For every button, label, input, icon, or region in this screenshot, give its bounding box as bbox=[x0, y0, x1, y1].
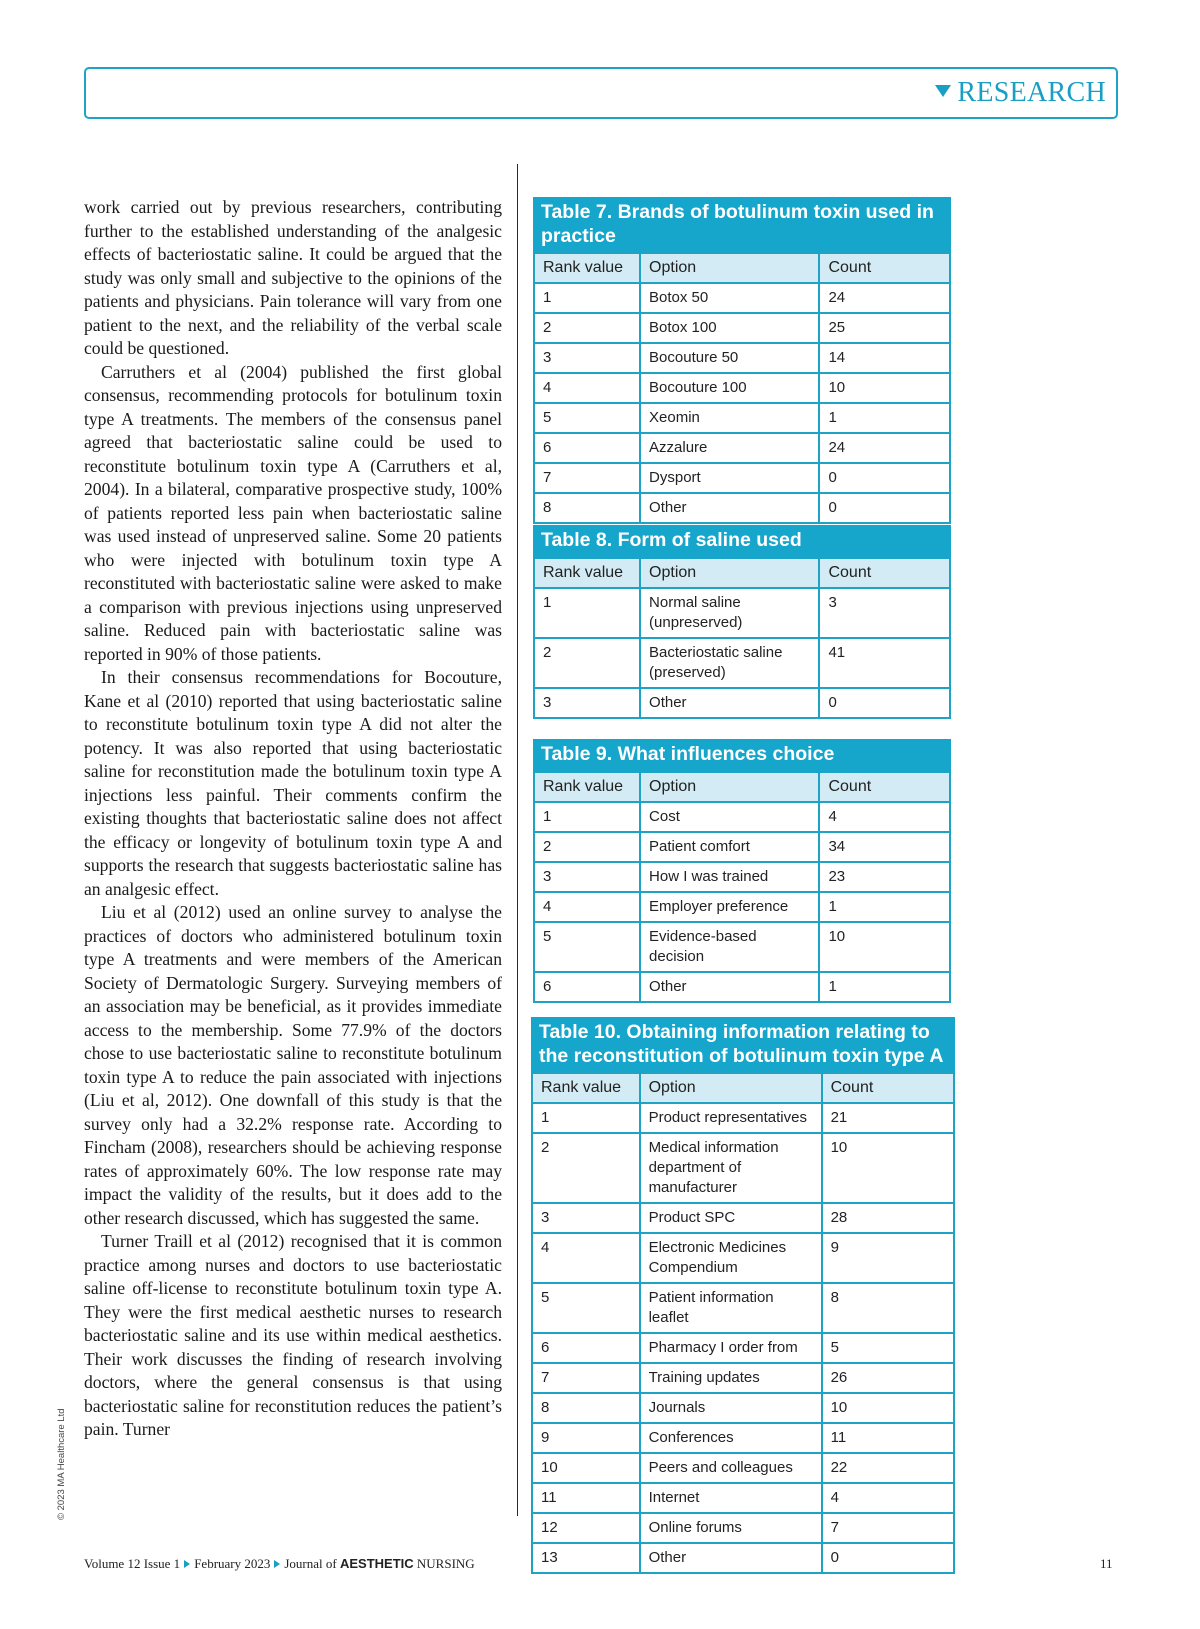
table-caption: Table 9. What influences choice bbox=[533, 739, 951, 771]
column-header: Count bbox=[819, 558, 950, 588]
table-header-row bbox=[534, 253, 950, 283]
table-cell: 9 bbox=[822, 1233, 954, 1283]
page-number: 11 bbox=[1100, 1556, 1113, 1571]
table-cell: 4 bbox=[532, 1233, 640, 1283]
table-row bbox=[534, 972, 950, 1002]
table-cell: Other bbox=[640, 493, 819, 523]
column-header: Rank value bbox=[534, 558, 640, 588]
table-cell: 6 bbox=[534, 972, 640, 1002]
table-cell: 25 bbox=[819, 313, 950, 343]
body-paragraph: Turner Traill et al (2012) recognised that it is common practice among nurses and doctors to use bacteriostatic saline off-license to reconstitute botulinum toxin type A. They were the first medical aesthetic nurses to research bacteriostatic saline and its use within medical aesthetics. Their work discusses the finding of research involving doctors, where the general consensus is that using bacteriostatic saline for reconstitution reduces the patient’s pain. Turner bbox=[84, 1231, 502, 1439]
table-row bbox=[534, 433, 950, 463]
table-cell: 7 bbox=[534, 463, 640, 493]
table-cell: 9 bbox=[532, 1423, 640, 1453]
article-body-column bbox=[84, 196, 502, 1442]
table-row bbox=[532, 1543, 954, 1573]
table-row bbox=[532, 1333, 954, 1363]
table-cell: Product representatives bbox=[640, 1103, 822, 1133]
column-header: Rank value bbox=[534, 253, 640, 283]
table-cell: Conferences bbox=[640, 1423, 822, 1453]
table-cell: Botox 50 bbox=[640, 283, 819, 313]
table-cell: 8 bbox=[822, 1283, 954, 1333]
table-cell: Peers and colleagues bbox=[640, 1453, 822, 1483]
table-cell: 4 bbox=[534, 373, 640, 403]
table-9 bbox=[533, 739, 951, 1003]
table-cell: Patient comfort bbox=[640, 832, 819, 862]
body-paragraph: work carried out by previous researchers, contributing further to the established understanding of the analgesic effects of bacteriostatic saline. It could be argued that the study was only small and subjective to the opinions of the patients and physicians. Pain tolerance will vary from one patient to the next, and the reliability of the verbal scale could be questioned. bbox=[84, 197, 502, 358]
footer-volume: Volume 12 Issue 1 bbox=[84, 1556, 181, 1571]
column-header: Rank value bbox=[532, 1073, 640, 1103]
column-header: Option bbox=[640, 1073, 822, 1103]
footer bbox=[84, 1556, 475, 1572]
table-cell: 5 bbox=[534, 922, 640, 972]
column-header: Count bbox=[819, 253, 950, 283]
table-cell: 6 bbox=[532, 1333, 640, 1363]
table-cell: 0 bbox=[819, 493, 950, 523]
column-header: Option bbox=[640, 253, 819, 283]
table-cell: 1 bbox=[819, 403, 950, 433]
table-cell: 1 bbox=[819, 972, 950, 1002]
table-row bbox=[534, 922, 950, 972]
table-row bbox=[532, 1363, 954, 1393]
table-cell: Cost bbox=[640, 802, 819, 832]
table-cell: Employer preference bbox=[640, 892, 819, 922]
table-row bbox=[534, 313, 950, 343]
table-header-row bbox=[532, 1073, 954, 1103]
table-row bbox=[534, 343, 950, 373]
arrow-right-icon bbox=[274, 1560, 280, 1568]
copyright-notice: © 2023 MA Healthcare Ltd bbox=[56, 1408, 67, 1520]
body-paragraph: In their consensus recommendations for Bocouture, Kane et al (2010) reported that using bacteriostatic saline to reconstitute botulinum toxin type A did not alter the potency. It was also reported that using bacteriostatic saline for reconstitution made the botulinum toxin type A injections less painful. Their comments confirm the existing thoughts that bacteriostatic saline does not affect the efficacy or longevity of botulinum toxin type A and supports the research that suggests bacteriostatic saline has an analgesic effect. bbox=[84, 667, 502, 899]
table-cell: 0 bbox=[819, 463, 950, 493]
table-cell: 5 bbox=[822, 1333, 954, 1363]
table-row bbox=[532, 1133, 954, 1203]
table-7 bbox=[533, 197, 951, 524]
table-cell: Other bbox=[640, 1543, 822, 1573]
table-cell: 10 bbox=[819, 922, 950, 972]
table-8 bbox=[533, 525, 951, 719]
table-cell: Online forums bbox=[640, 1513, 822, 1543]
table-cell: 1 bbox=[534, 588, 640, 638]
table-cell: 10 bbox=[822, 1133, 954, 1203]
table-cell: 28 bbox=[822, 1203, 954, 1233]
table-cell: 5 bbox=[532, 1283, 640, 1333]
table-cell: 1 bbox=[532, 1103, 640, 1133]
footer-journal-suffix: NURSING bbox=[413, 1556, 475, 1571]
table-cell: Patient information leaflet bbox=[640, 1283, 822, 1333]
table-cell: 7 bbox=[822, 1513, 954, 1543]
table-cell: 4 bbox=[819, 802, 950, 832]
table-cell: 3 bbox=[532, 1203, 640, 1233]
table-cell: 3 bbox=[534, 862, 640, 892]
table-cell: Bocouture 100 bbox=[640, 373, 819, 403]
table-10 bbox=[531, 1017, 955, 1574]
table-row bbox=[534, 403, 950, 433]
table-cell: 24 bbox=[819, 433, 950, 463]
table-cell: 34 bbox=[819, 832, 950, 862]
table-cell: Product SPC bbox=[640, 1203, 822, 1233]
table-row bbox=[534, 588, 950, 638]
table-cell: 0 bbox=[822, 1543, 954, 1573]
table-cell: Evidence-based decision bbox=[640, 922, 819, 972]
table-cell: 3 bbox=[819, 588, 950, 638]
table-row bbox=[534, 373, 950, 403]
table-cell: 5 bbox=[534, 403, 640, 433]
table-cell: Other bbox=[640, 688, 819, 718]
table-cell: 3 bbox=[534, 343, 640, 373]
table-cell: 8 bbox=[532, 1393, 640, 1423]
table-cell: Electronic Medicines Compendium bbox=[640, 1233, 822, 1283]
table-cell: Bacteriostatic saline (preserved) bbox=[640, 638, 819, 688]
table-cell: 24 bbox=[819, 283, 950, 313]
table-caption: Table 7. Brands of botulinum toxin used in practice bbox=[533, 197, 951, 252]
table-cell: 7 bbox=[532, 1363, 640, 1393]
table-cell: Azzalure bbox=[640, 433, 819, 463]
table-cell: Bocouture 50 bbox=[640, 343, 819, 373]
table-cell: 12 bbox=[532, 1513, 640, 1543]
table-cell: Other bbox=[640, 972, 819, 1002]
column-header: Count bbox=[819, 772, 950, 802]
table-cell: 11 bbox=[532, 1483, 640, 1513]
column-header: Option bbox=[640, 558, 819, 588]
table-cell: 41 bbox=[819, 638, 950, 688]
table-cell: Internet bbox=[640, 1483, 822, 1513]
table-cell: 3 bbox=[534, 688, 640, 718]
table-cell: 6 bbox=[534, 433, 640, 463]
table-row bbox=[532, 1393, 954, 1423]
table-cell: 2 bbox=[534, 832, 640, 862]
table-caption: Table 8. Form of saline used bbox=[533, 525, 951, 557]
table-cell: 23 bbox=[819, 862, 950, 892]
table-row bbox=[534, 638, 950, 688]
table-cell: 2 bbox=[534, 313, 640, 343]
table-cell: 4 bbox=[534, 892, 640, 922]
arrow-right-icon bbox=[184, 1560, 190, 1568]
table-row bbox=[532, 1283, 954, 1333]
table-row bbox=[534, 283, 950, 313]
table-row bbox=[532, 1103, 954, 1133]
table-cell: 0 bbox=[819, 688, 950, 718]
column-divider bbox=[517, 164, 518, 1516]
table-cell: 13 bbox=[532, 1543, 640, 1573]
section-label bbox=[935, 79, 1106, 107]
table-cell: Dysport bbox=[640, 463, 819, 493]
footer-journal-prefix: Journal of bbox=[284, 1556, 340, 1571]
footer-journal-bold: AESTHETIC bbox=[339, 1556, 414, 1571]
table-caption: Table 10. Obtaining information relating to the reconstitution of botulinum toxin type A bbox=[531, 1017, 955, 1072]
table-row bbox=[534, 832, 950, 862]
table-cell: 10 bbox=[532, 1453, 640, 1483]
section-label-text: RESEARCH bbox=[957, 77, 1106, 108]
table-row bbox=[534, 862, 950, 892]
table-row bbox=[534, 688, 950, 718]
table-cell: 10 bbox=[822, 1393, 954, 1423]
table-cell: 10 bbox=[819, 373, 950, 403]
table-cell: 14 bbox=[819, 343, 950, 373]
table-cell: 1 bbox=[534, 283, 640, 313]
column-header: Count bbox=[822, 1073, 954, 1103]
triangle-down-icon bbox=[935, 85, 951, 97]
table-cell: 1 bbox=[819, 892, 950, 922]
table-cell: Journals bbox=[640, 1393, 822, 1423]
body-paragraph: Carruthers et al (2004) published the first global consensus, recommending protocols for botulinum toxin type A treatments. The members of the consensus panel agreed that bacteriostatic saline could be used to reconstitute botulinum toxin type A (Carruthers et al, 2004). In a bilateral, comparative prospective study, 100% of patients reported less pain when bacteriostatic saline was used instead of unpreserved saline. Some 20 patients who were injected with botulinum toxin type A reconstituted with bacteriostatic saline were asked to make a comparison with previous injections using unpreserved saline. Reduced pain with bacteriostatic saline was reported in 90% of those patients. bbox=[84, 361, 502, 664]
table-cell: Medical information department of manufacturer bbox=[640, 1133, 822, 1203]
table-header-row bbox=[534, 772, 950, 802]
table-cell: 8 bbox=[534, 493, 640, 523]
table-row bbox=[532, 1233, 954, 1283]
section-header-box bbox=[84, 67, 1118, 119]
table-cell: 26 bbox=[822, 1363, 954, 1393]
table-cell: 2 bbox=[534, 638, 640, 688]
table-cell: 11 bbox=[822, 1423, 954, 1453]
table-cell: 1 bbox=[534, 802, 640, 832]
table-cell: 2 bbox=[532, 1133, 640, 1203]
table-cell: How I was trained bbox=[640, 862, 819, 892]
table-row bbox=[532, 1423, 954, 1453]
table-row bbox=[534, 802, 950, 832]
table-row bbox=[532, 1203, 954, 1233]
table-cell: Xeomin bbox=[640, 403, 819, 433]
table-header-row bbox=[534, 558, 950, 588]
table-row bbox=[532, 1483, 954, 1513]
table-cell: Pharmacy I order from bbox=[640, 1333, 822, 1363]
table-cell: Training updates bbox=[640, 1363, 822, 1393]
column-header: Rank value bbox=[534, 772, 640, 802]
table-cell: Botox 100 bbox=[640, 313, 819, 343]
body-paragraph: Liu et al (2012) used an online survey to analyse the practices of doctors who administered botulinum toxin type A treatments and were members of the American Society of Dermatologic Surgery. Surveying members of an association may be beneficial, as it provides immediate access to the membership. Some 77.9% of the doctors chose to use bacteriostatic saline to reconstitute botulinum toxin type A to reduce the pain associated with injections (Liu et al, 2012). One downfall of this study is that the survey only had a 32.2% response rate. According to Fincham (2008), researchers should be achieving response rates of approximately 60%. The low response rate may impact the validity of the results, but it does add to the other research discussed, which has suggested the same. bbox=[84, 902, 502, 1228]
table-cell: 22 bbox=[822, 1453, 954, 1483]
table-cell: 4 bbox=[822, 1483, 954, 1513]
table-row bbox=[534, 493, 950, 523]
footer-date: February 2023 bbox=[194, 1556, 271, 1571]
table-row bbox=[534, 892, 950, 922]
table-row bbox=[532, 1513, 954, 1543]
table-row bbox=[534, 463, 950, 493]
column-header: Option bbox=[640, 772, 819, 802]
table-cell: 21 bbox=[822, 1103, 954, 1133]
table-cell: Normal saline (unpreserved) bbox=[640, 588, 819, 638]
table-row bbox=[532, 1453, 954, 1483]
